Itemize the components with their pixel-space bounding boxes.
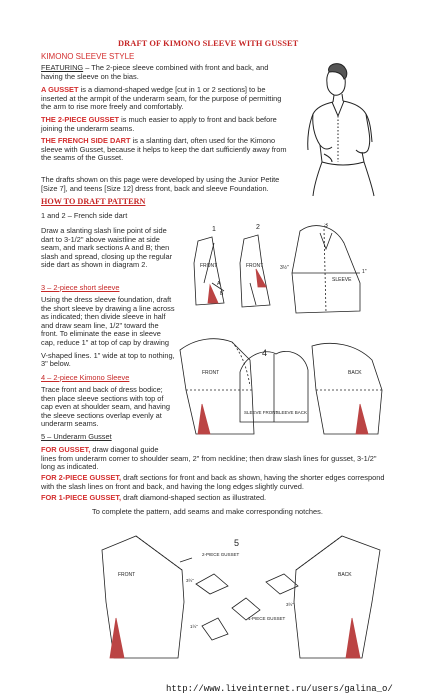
side-dart-text-3: the seams of the Gusset. <box>41 153 124 163</box>
step4-text <box>41 386 181 429</box>
page-title: DRAFT OF KIMONO SLEEVE WITH GUSSET <box>118 39 299 48</box>
two-piece-gusset-label: 2-PIECE GUSSET <box>202 552 240 557</box>
one-piece-gusset-label: 1-PIECE GUSSET <box>248 616 286 621</box>
diagram-number-3: 3 <box>324 223 328 229</box>
step4-line: the sleeve sections overlap evenly at <box>41 410 162 420</box>
step1-line: seam, and mark sections A and B; then <box>41 243 170 253</box>
side-dart-paragraph <box>41 137 291 163</box>
step3-line: the short sleeve by drawing a line across <box>41 303 175 313</box>
measure-1: 3½" <box>280 265 289 271</box>
featuring-label: FEATURING <box>41 63 84 72</box>
step1-line: slash and spread, closing up the regular <box>41 251 173 261</box>
side-dart-text: is a slanting dart, often used for the Kimono <box>130 136 276 145</box>
step3-text <box>41 296 181 369</box>
step4-line: cap even at shoulder seam, and having <box>41 402 171 412</box>
sleeve-label: SLEEVE <box>332 277 352 283</box>
for-gusset-paragraph <box>41 446 391 472</box>
two-piece-label: THE 2-PIECE GUSSET <box>41 115 120 124</box>
step5-title: 5 – Underarm Gusset <box>41 432 112 441</box>
step4-line: underarm seams. <box>41 419 99 429</box>
step3-title: 3 – 2-piece short sleeve <box>41 283 120 292</box>
measure-5c: 3½" <box>286 602 294 607</box>
for-gusset-label: FOR GUSSET, <box>41 445 91 454</box>
two-piece-text: is much easier to apply to front and back before <box>119 115 277 124</box>
featuring-text: – The 2-piece sleeve combined with front and back, and <box>83 63 269 72</box>
for-gusset-text-3: long as indicated. <box>41 462 99 472</box>
two-piece-gusset-text-2: with the slash lines on front and back, and having the long edges slightly curved. <box>41 481 304 491</box>
step1-title: 1 and 2 – French side dart <box>41 211 128 220</box>
diagram-number-1: 1 <box>212 226 216 233</box>
diagram-number-4: 4 <box>262 348 268 358</box>
one-piece-gusset-paragraph <box>41 494 401 503</box>
diagram-number-2: 2 <box>256 224 260 231</box>
measure-5a: 3½" <box>186 578 194 583</box>
front-label-4: FRONT <box>202 370 220 376</box>
complete-note: To complete the pattern, add seams and make corresponding notches. <box>92 507 323 516</box>
step1-line: dart to 3-1/2" above waistline at side <box>41 234 160 244</box>
front-label-5: FRONT <box>118 572 136 578</box>
gusset-text: is a diamond-shaped wedge [cut in 1 or 2 sections] to be <box>78 85 266 94</box>
step1-text <box>41 227 179 270</box>
woman-illustration <box>296 58 388 198</box>
two-piece-paragraph <box>41 116 291 133</box>
front-label-2: FRONT <box>246 263 264 269</box>
gusset-label: A GUSSET <box>41 85 79 94</box>
step3-line: 3" below. <box>41 359 71 369</box>
featuring-paragraph <box>41 64 291 81</box>
step4-line: Trace front and back of dress bodice; <box>41 385 163 394</box>
one-piece-gusset-label: FOR 1-PIECE GUSSET, <box>41 493 122 502</box>
featuring-text-2: having the sleeve on the bias. <box>41 71 139 81</box>
step3-line: V-shaped lines. 1" wide at top to nothing, <box>41 350 175 360</box>
step3-line: cap, reduce 1" at top of cap by drawing <box>41 337 169 347</box>
footer-url[interactable]: http://www.liveinternet.ru/users/galina_o/ <box>166 684 393 694</box>
step1-line: Draw a slanting slash line point of side <box>41 226 167 235</box>
sleeve-back-label: SLEEVE BACK <box>276 410 308 415</box>
for-gusset-text: draw diagonal guide <box>90 445 159 454</box>
step3-line: and draw seam line, 1/2" toward the <box>41 320 159 330</box>
drafts-note-1: The drafts shown on this page were developed by using the Junior Petite <box>41 175 280 184</box>
diagram-number-5: 5 <box>234 538 240 548</box>
measure-5b: 1½" <box>190 624 198 629</box>
gusset-text-2: inserted at the armpit of the underarm seam, for the purpose of permitting <box>41 93 282 103</box>
two-piece-gusset-label: FOR 2-PIECE GUSSET, <box>41 473 122 482</box>
section-heading: KIMONO SLEEVE STYLE <box>41 52 135 61</box>
how-to-heading: HOW TO DRAFT PATTERN <box>41 197 146 206</box>
step1-line: side dart as shown in diagram 2. <box>41 260 148 270</box>
sleeve-front-label: SLEEVE FRONT <box>244 410 279 415</box>
front-label-1: FRONT <box>200 263 218 269</box>
step4-title: 4 – 2-piece Kimono Sleeve <box>41 373 130 382</box>
two-piece-gusset-text: draft sections for front and back as shown, having the shorter edges correspond <box>121 473 385 482</box>
step3-line: front. To eliminate the ease in sleeve <box>41 329 161 339</box>
diagram-4 <box>176 330 388 438</box>
measure-2: 1" <box>362 269 367 275</box>
diagram-5 <box>96 522 386 662</box>
side-dart-label: THE FRENCH SIDE DART <box>41 136 131 145</box>
a-mark: A <box>217 281 221 287</box>
for-gusset-text-2: lines from underarm corner to shoulder seam, 2" from neckline; then draw slash lines for gusset, 3-1/2" <box>41 453 377 463</box>
step4-line: then place sleeve sections with top of <box>41 393 164 403</box>
side-dart-text-2: sleeve with Gusset, because it helps to keep the dart sufficiently away from <box>41 144 287 154</box>
back-label-5: BACK <box>338 572 352 578</box>
step3-line: as indicated; then divide sleeve in half <box>41 312 166 322</box>
two-piece-text-2: joining the underarm seams. <box>41 123 135 133</box>
one-piece-gusset-text: draft diamond-shaped section as illustrated. <box>121 493 267 502</box>
two-piece-gusset-paragraph <box>41 474 401 491</box>
diagram-1-2-3 <box>184 223 384 323</box>
gusset-text-3: the arm to rise more freely and comfortably. <box>41 102 184 112</box>
drafts-note-2: [Size 7], and teens [Size 12] dress front, back and sleeve Foundation. <box>41 183 269 193</box>
gusset-paragraph <box>41 86 291 112</box>
step3-line: Using the dress sleeve foundation, draft <box>41 295 172 304</box>
back-label-4: BACK <box>348 370 362 376</box>
drafts-note <box>41 176 301 193</box>
b-mark: B <box>220 291 224 297</box>
